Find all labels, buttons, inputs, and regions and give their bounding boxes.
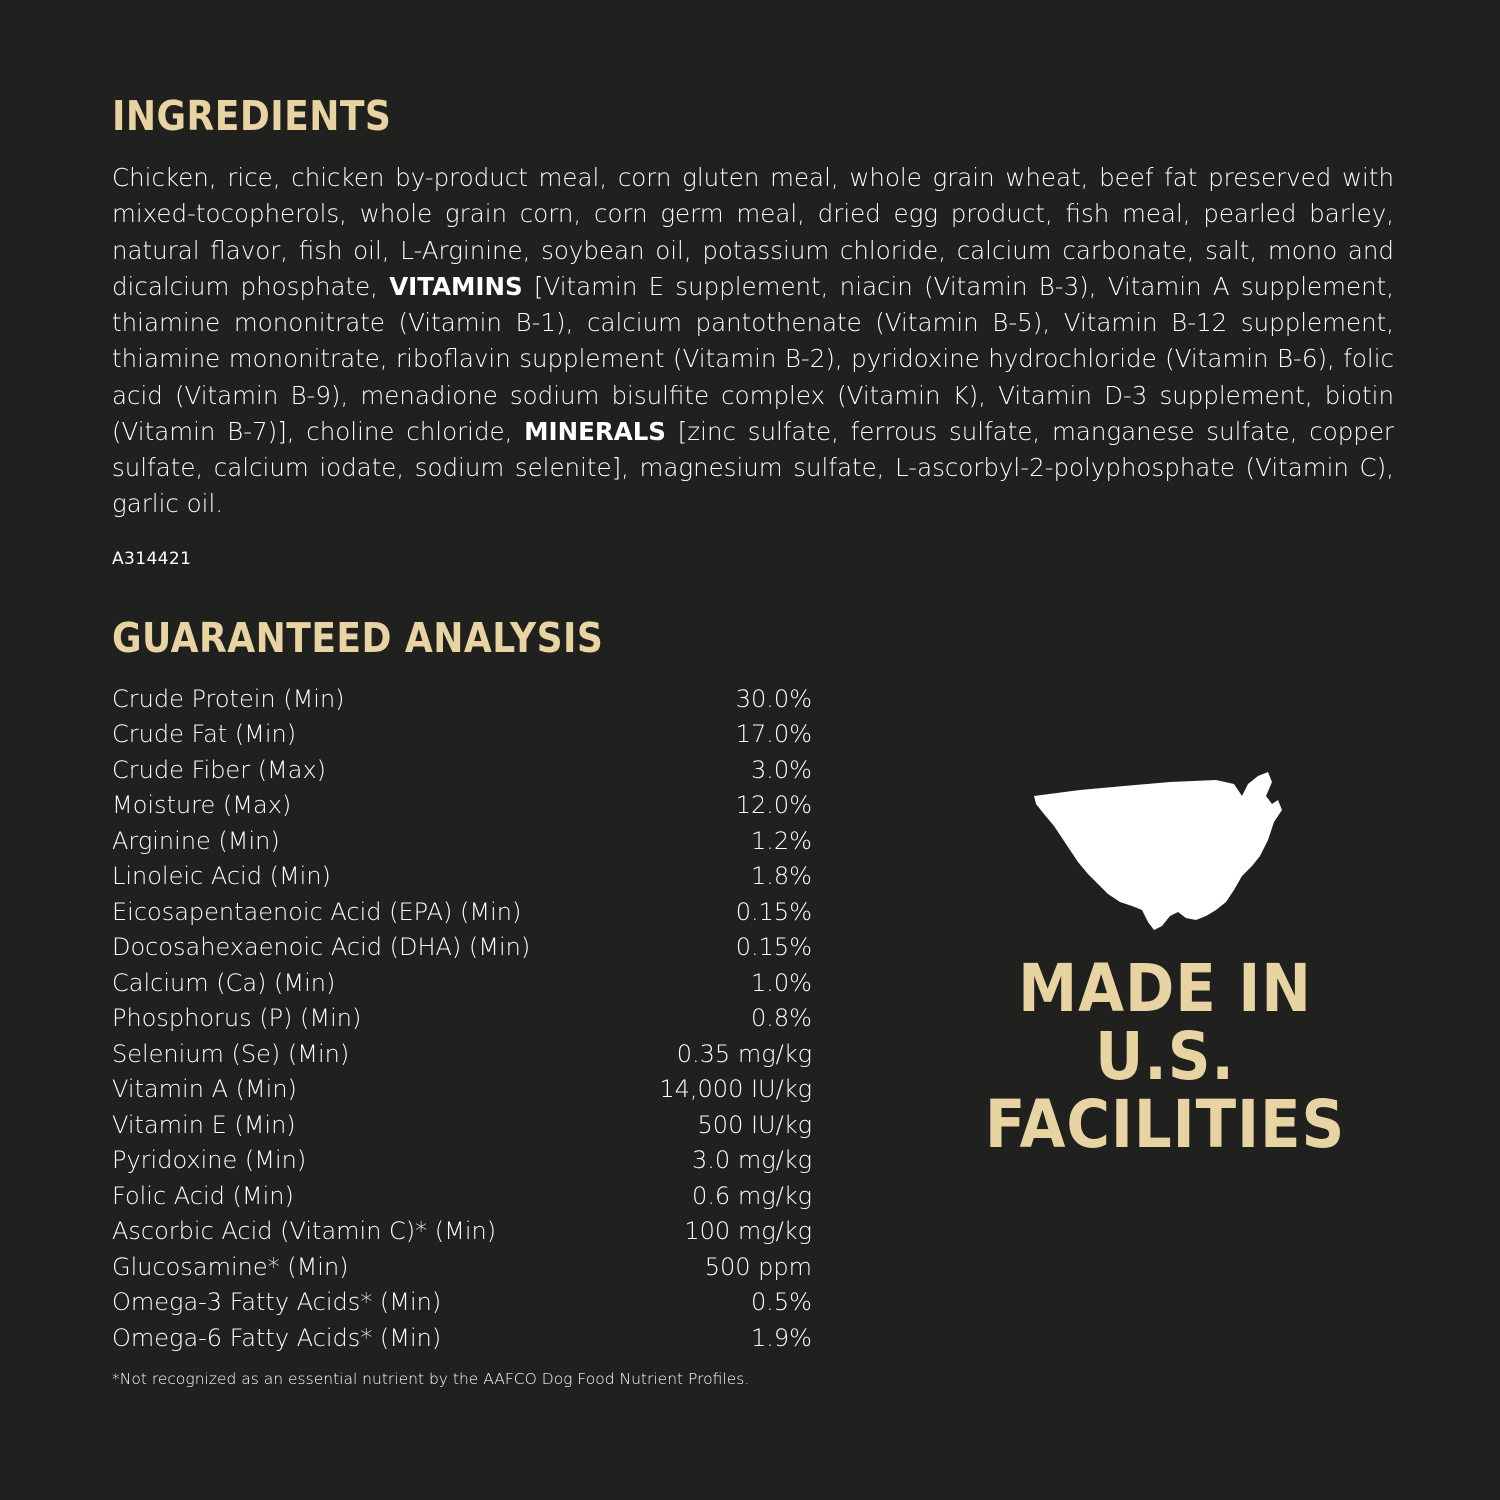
nutrient-name: Selenium (Se) (Min) xyxy=(112,1039,350,1068)
table-row xyxy=(112,753,812,789)
table-row xyxy=(112,682,812,718)
table-row xyxy=(112,1037,812,1073)
nutrient-value: 1.0% xyxy=(751,968,812,997)
badge-line-2: U.S. xyxy=(1095,1017,1235,1095)
nutrient-value: 0.8% xyxy=(751,1004,812,1033)
nutrient-name: Arginine (Min) xyxy=(112,826,280,855)
nutrient-value: 3.0% xyxy=(751,755,812,784)
ingredients-text-part1: Chicken, rice, chicken by-product meal, corn gluten meal, whole grain wheat, beef fat preserved with mixed-tocopherols, whole grain corn, corn germ meal, dried egg product, fish meal, pearled barley, natural flavor, fish oil, L-Arginine, soybean oil, potassium chloride, calcium carbonate, salt, mono and dicalcium phosphate, xyxy=(112,163,1394,301)
table-row xyxy=(112,859,812,895)
usa-map-icon xyxy=(1020,770,1310,955)
nutrient-value: 0.5% xyxy=(751,1288,812,1317)
nutrient-name: Vitamin E (Min) xyxy=(112,1110,296,1139)
nutrient-value: 0.6 mg/kg xyxy=(692,1181,812,1210)
nutrient-value: 14,000 IU/kg xyxy=(659,1075,812,1104)
table-row xyxy=(112,1072,812,1108)
guaranteed-analysis-footnote: *Not recognized as an essential nutrient by the AAFCO Dog Food Nutrient Profiles. xyxy=(112,1370,750,1389)
nutrient-name: Omega-6 Fatty Acids* (Min) xyxy=(112,1323,442,1352)
nutrient-name: Calcium (Ca) (Min) xyxy=(112,968,336,997)
nutrient-value: 30.0% xyxy=(735,684,812,713)
nutrient-value: 12.0% xyxy=(735,791,812,820)
guaranteed-analysis-table xyxy=(112,682,812,1357)
ingredients-text xyxy=(112,160,1394,523)
nutrient-name: Eicosapentaenoic Acid (EPA) (Min) xyxy=(112,897,522,926)
vitamins-label: VITAMINS xyxy=(389,271,523,301)
table-row xyxy=(112,824,812,860)
minerals-label: MINERALS xyxy=(524,416,666,446)
nutrient-name: Folic Acid (Min) xyxy=(112,1181,294,1210)
table-row xyxy=(112,1001,812,1037)
nutrient-value: 500 ppm xyxy=(704,1252,812,1281)
table-row xyxy=(112,788,812,824)
nutrient-value: 3.0 mg/kg xyxy=(692,1146,812,1175)
nutrient-name: Glucosamine* (Min) xyxy=(112,1252,349,1281)
nutrient-name: Crude Fat (Min) xyxy=(112,720,297,749)
nutrient-name: Docosahexaenoic Acid (DHA) (Min) xyxy=(112,933,531,962)
badge-line-1: MADE IN xyxy=(1018,950,1312,1027)
table-row xyxy=(112,930,812,966)
ingredients-text-part2: [Vitamin E supplement, niacin (Vitamin B-3), Vitamin A supplement, thiamine mononitrate (Vitamin B-1), calcium pantothenate (Vitamin B-5), Vitamin B-12 supplement, thiamine mononitrate, riboflavin supplement (Vitamin B-2), pyridoxine hydrochloride (Vitamin B-6), folic acid (Vitamin B-9), menadione sodium bisulfite complex (Vitamin K), Vitamin D-3 supplement, biotin (Vitamin B-7)], choline chloride, xyxy=(112,271,1394,446)
nutrient-value: 1.8% xyxy=(751,862,812,891)
lot-code: A314421 xyxy=(112,548,192,569)
nutrient-name: Crude Protein (Min) xyxy=(112,684,345,713)
nutrient-value: 0.35 mg/kg xyxy=(676,1039,812,1068)
nutrient-value: 1.2% xyxy=(751,826,812,855)
ingredients-text-part3: [zinc sulfate, ferrous sulfate, manganese sulfate, copper sulfate, calcium iodate, sodium selenite], magnesium sulfate, L-ascorbyl-2-polyphosphate (Vitamin C), garlic oil. xyxy=(112,416,1394,519)
table-row xyxy=(112,1250,812,1286)
table-row xyxy=(112,1214,812,1250)
nutrient-name: Phosphorus (P) (Min) xyxy=(112,1004,362,1033)
guaranteed-analysis-heading: GUARANTEED ANALYSIS xyxy=(112,613,604,662)
nutrient-value: 0.15% xyxy=(735,933,812,962)
nutrient-name: Pyridoxine (Min) xyxy=(112,1146,307,1175)
table-row xyxy=(112,717,812,753)
nutrient-value: 0.15% xyxy=(735,897,812,926)
table-row xyxy=(112,1143,812,1179)
nutrient-name: Linoleic Acid (Min) xyxy=(112,862,331,891)
table-row xyxy=(112,895,812,931)
nutrient-value: 100 mg/kg xyxy=(684,1217,812,1246)
nutrient-name: Crude Fiber (Max) xyxy=(112,755,327,784)
nutrient-name: Omega-3 Fatty Acids* (Min) xyxy=(112,1288,442,1317)
nutrient-name: Moisture (Max) xyxy=(112,791,292,820)
made-in-us-badge xyxy=(955,770,1375,1163)
nutrient-value: 1.9% xyxy=(751,1323,812,1352)
table-row xyxy=(112,1108,812,1144)
ingredients-heading: INGREDIENTS xyxy=(112,92,392,140)
nutrient-value: 500 IU/kg xyxy=(697,1110,812,1139)
table-row xyxy=(112,1321,812,1357)
nutrient-value: 17.0% xyxy=(735,720,812,749)
table-row xyxy=(112,1285,812,1321)
table-row xyxy=(112,966,812,1002)
nutrient-name: Vitamin A (Min) xyxy=(112,1075,297,1104)
table-row xyxy=(112,1179,812,1215)
nutrient-name: Ascorbic Acid (Vitamin C)* (Min) xyxy=(112,1217,497,1246)
badge-line-3: FACILITIES xyxy=(984,1085,1346,1163)
